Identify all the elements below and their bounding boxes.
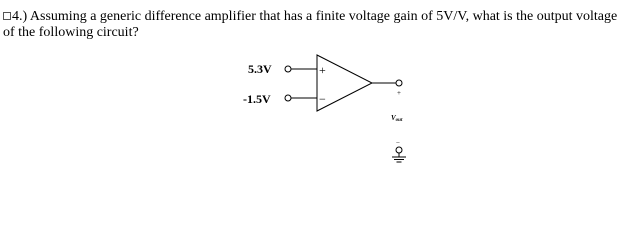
- ground-icon: [392, 157, 406, 162]
- ground-minus-mark: −: [396, 139, 400, 147]
- input-minus-terminal: [285, 95, 291, 101]
- question-number: 4.): [12, 9, 28, 24]
- input-plus-terminal: [285, 66, 291, 72]
- output-plus-mark: +: [397, 89, 401, 97]
- op-amp-plus-sign: +: [319, 63, 326, 77]
- input-minus-voltage-label: -1.5V: [243, 92, 271, 106]
- question-body: Assuming a generic difference amplifier that has a finite voltage gain of 5V/V, what is the output voltage of the following circuit?: [3, 9, 618, 40]
- op-amp-minus-sign: −: [319, 92, 326, 106]
- input-plus-voltage-label: 5.3V: [248, 62, 272, 76]
- ground-terminal: [396, 147, 402, 153]
- output-terminal: [396, 80, 402, 86]
- vout-label: Vout: [391, 114, 403, 123]
